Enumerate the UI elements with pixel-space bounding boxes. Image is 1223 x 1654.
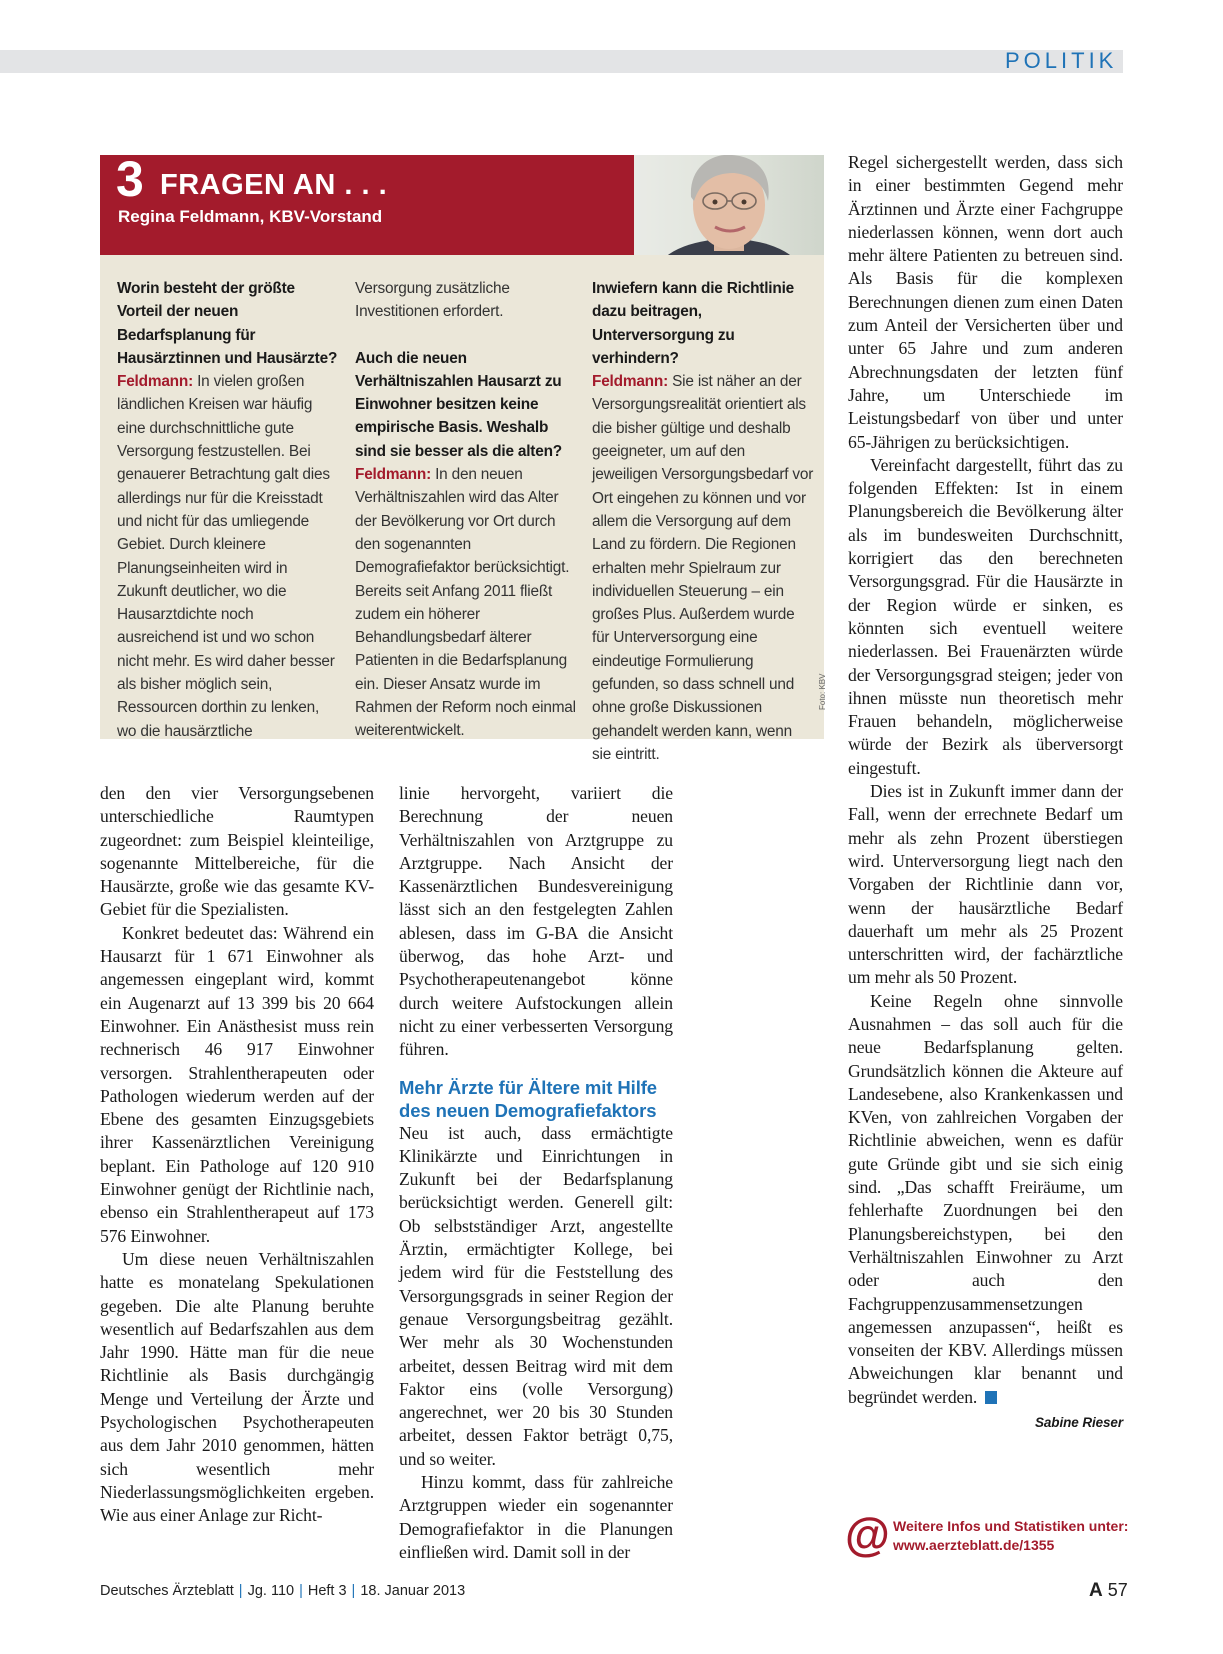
answer-3-text: Sie ist näher an der Versorgungsrealität orientiert als die bisher gültige und deshalb geeigneter, um auf den jeweiligen Versorgungsbedarf vor Ort eingehen zu können und vor allem die Versorgung auf dem Land zu fördern. Die Regionen erhalten mehr Spielraum zur individuellen Steuerung – ein großes Plus. Außerdem wurde für Unterversorgung eine eindeutige Formulierung gefunden, so dass schnell und ohne große Diskussionen gehandelt werden kann, wenn sie eintritt.: [592, 373, 814, 763]
paragraph: Um diese neuen Verhältniszahlen hatte es monatelang Spekulationen gegeben. Die alte Planung beruhte wesentlich auf Bedarfszahlen aus dem Jahr 1990. Hätte man für die neue Richtlinie als Basis durchgängig Menge und Verteilung der Ärzte und Psychologischen Psychotherapeuten aus dem Jahr 2010 genommen, hätten sich wesentlich mehr Niederlassungsmöglichkeiten ergeben. Wie aus einer Anlage zur Richt-: [100, 1248, 374, 1526]
interview-box-body: [100, 255, 824, 763]
paragraph: linie hervorgeht, variiert die Berechnung der neuen Verhältniszahlen von Arztgruppe zu Arztgruppe. Nach Ansicht der Kassenärztlichen Bundesvereinigung lässt sich an den festgelegten Zahlen ablesen, dass im G-BA die Ansicht überwog, das hohe Arzt- und Psychotherapeutenangebot könne durch weitere Aufstockungen allein nicht zu einer verbesserten Versorgung führen.: [399, 783, 673, 1060]
interview-column-3: [592, 277, 814, 766]
answer-1-continued: Versorgung zusätzliche Investitionen erfordert.: [355, 280, 510, 321]
article-column-3: [848, 151, 1123, 1434]
interview-column-2: [355, 277, 577, 743]
box-subtitle: Regina Feldmann, KBV-Vorstand: [118, 207, 383, 226]
answer-3: [592, 370, 814, 766]
volume: Jg. 110: [247, 1583, 295, 1599]
box-number: 3: [116, 151, 144, 207]
answer-1-text: In vielen großen ländlichen Kreisen war häufig eine durchschnittliche gute Versorgung festzustellen. Bei genauerer Betrachtung galt dies allerdings nur für die Kreisstadt und nicht für das umliegende Gebiet. Durch kleinere Planungseinheiten wird in Zukunft deutlicher, wo die Hausarztdichte noch ausreichend ist und wo schon nicht mehr. Es wird daher besser als bisher möglich sein, Ressourcen dorthin zu lenken, wo die hausärztliche: [117, 373, 335, 740]
answer-2-text: In den neuen Verhältniszahlen wird das Alter der Bevölkerung vor Ort durch den sogenannten Demografiefaktor berücksichtigt. Bereits seit Anfang 2011 fließt zudem ein höherer Behandlungsbedarf älterer Patienten in die Bedarfsplanung ein. Dieser Ansatz wurde im Rahmen der Reform noch einmal weiterentwickelt.: [355, 466, 576, 740]
answer-1: [117, 370, 339, 743]
paragraph: den den vier Versorgungsebenen unterschiedliche Raumtypen zugeordnet: zum Beispiel kleinteilige, sogenannte Mittelbereiche, für die Hausärzte, große wie das gesamte KV-Gebiet für die Spezialisten.: [100, 783, 374, 920]
question-2: Auch die neuen Verhältniszahlen Hausarzt zu Einwohner besitzen keine empirische Basis. Weshalb sind sie besser als die alten?: [355, 349, 562, 460]
portrait-photo: [634, 155, 824, 255]
section-label: POLITIK: [1005, 48, 1118, 73]
info-box: [845, 1508, 1135, 1560]
issue: Heft 3: [307, 1583, 347, 1599]
author: Sabine Rieser: [1035, 1415, 1123, 1431]
paragraph: Hinzu kommt, dass für zahlreiche Arztgruppen wieder ein sogenannter Demografiefaktor in die Planungen einfließen wird. Damit soll in der: [399, 1472, 673, 1562]
info-text: [893, 1517, 1128, 1555]
interview-column-1: [117, 277, 339, 743]
speaker-label: Feldmann:: [592, 373, 669, 391]
speaker-label: Feldmann:: [117, 373, 194, 391]
at-sign-icon: @: [845, 1508, 890, 1560]
paragraph: Konkret bedeutet das: Während ein Hausarzt für 1 671 Einwohner als angemessen eingeplant wird, kommt ein Augenarzt auf 13 399 bis 20 664 Einwohner. Ein Anästhesist muss rein rechnerisch 46 917 Einwohner versorgen. Strahlentherapeuten oder Pathologen wiederum werden auf der Ebene des gesamten Einzugsgebiets ihrer Kassenärztlichen Vereinigung beplant. Ein Pathologe auf 120 910 Einwohner genügt der Richtlinie nach, ebenso ein Strahlentherapeut auf 173 576 Einwohner.: [100, 922, 374, 1246]
speaker-label: Feldmann:: [355, 466, 432, 484]
answer-2: [355, 463, 577, 743]
issue-date: 18. Januar 2013: [360, 1583, 466, 1599]
portrait-illustration: [634, 155, 824, 255]
paragraph: Neu ist auch, dass ermächtigte Klinikärzte und Einrichtungen in Zukunft bei der Bedarfsplanung berücksichtigt werden. Generell gilt: Ob selbstständiger Arzt, angestellte Ärztin, ermächtigter Kollege, bei jedem wird für die Feststellung des Versorgungsgrads in seiner Region der genaue Versorgungsbeitrag gezählt. Wer mehr als 30 Wochenstunden arbeitet, dessen Beitrag wird mit dem Faktor eins (volle Versorgung) angerechnet, wer 20 bis 30 Stunden arbeitet, dessen Faktor beträgt 0,75, und so weiter.: [399, 1122, 673, 1469]
footer: Deutsches Ärzteblatt | Jg. 110 | Heft 3 | 18. Januar 2013: [100, 1583, 466, 1599]
question-1: Worin besteht der größte Vorteil der neuen Bedarfsplanung für Hausärztinnen und Hausärzte?: [117, 280, 338, 367]
journal-name: Deutsches Ärzteblatt: [100, 1583, 234, 1599]
interview-box-header: [100, 151, 634, 255]
info-line: Weitere Infos und Statistiken unter:: [893, 1518, 1129, 1534]
subheading: Mehr Ärzte für Ältere mit Hilfe des neuen Demografiefaktors: [399, 1076, 657, 1121]
photo-credit: Foto: KBV: [818, 673, 827, 710]
paragraph: [848, 990, 1123, 1409]
question-3: Inwiefern kann die Richtlinie dazu beitragen, Unterversorgung zu verhindern?: [592, 280, 795, 367]
box-title: FRAGEN AN . . .: [160, 169, 388, 201]
article-column-2: [399, 782, 673, 1564]
paragraph: Regel sichergestellt werden, dass sich in einer bestimmten Gegend mehr Ärztinnen und Ärzte einer Fachgruppe niederlassen können, wenn dort auch mehr ältere Patienten zu betreuen sind. Als Basis für die komplexen Berechnungen dienen zum einen Daten zum Anteil der Versicherten über und unter 65 Jahre und zum anderen Abrechnungsdaten der letzten fünf Jahre, um Unterschiede im Leistungsbedarf von über und unter 65-Jährigen zu berücksichtigen.: [848, 152, 1123, 452]
article-column-1: [100, 782, 374, 1528]
end-mark-icon: [985, 1391, 997, 1404]
page-number: A 57: [1089, 1580, 1128, 1601]
paragraph-text: Keine Regeln ohne sinnvolle Ausnahmen – das soll auch für die neue Bedarfsplanung gelten. Grundsätzlich können die Akteure auf Landesebene, also Krankenkassen und KVen, von zahlreichen Vorgaben der Richtlinie abweichen, wenn es dafür gute Gründe gibt und sie sich einig sind. „Das schafft Freiräume, um fehlerhafte Zuordnungen bei den Planungsbereichstypen, bei den Verhältniszahlen Einwohner zu Arzt oder auch den Fachgruppenzusammensetzungen angemessen anzupassen“, heißt es vonseiten der KBV. Allerdings müssen Abweichungen klar benannt und begründet werden.: [848, 990, 1123, 1407]
paragraph: Dies ist in Zukunft immer dann der Fall, wenn der errechnete Bedarf um mehr als zehn Prozent überstiegen wird. Unterversorgung liegt nach den Vorgaben der Richtlinie dann vor, wenn der hausärztliche Bedarf dauerhaft um mehr als 25 Prozent unterschritten wird, der fachärztliche um mehr als 50 Prozent.: [848, 781, 1123, 988]
paragraph: Vereinfacht dargestellt, führt das zu folgenden Effekten: Ist in einem Planungsbereich die Bevölkerung älter als im bundesweiten Durchschnitt, korrigiert das den berechneten Versorgungsgrad. Für die Hausärzte in der Region würde er sinken, es könnten sich eventuell weitere niederlassen. Bei Frauenärzten würde der Versorgungsgrad steigen; jeder von ihnen müsste nun theoretisch mehr Frauen behandeln, möglicherweise würde der Bezirk als überversorgt eingestuft.: [848, 454, 1123, 778]
top-bar: [0, 50, 1123, 73]
info-link[interactable]: www.aerzteblatt.de/1355: [893, 1537, 1055, 1553]
